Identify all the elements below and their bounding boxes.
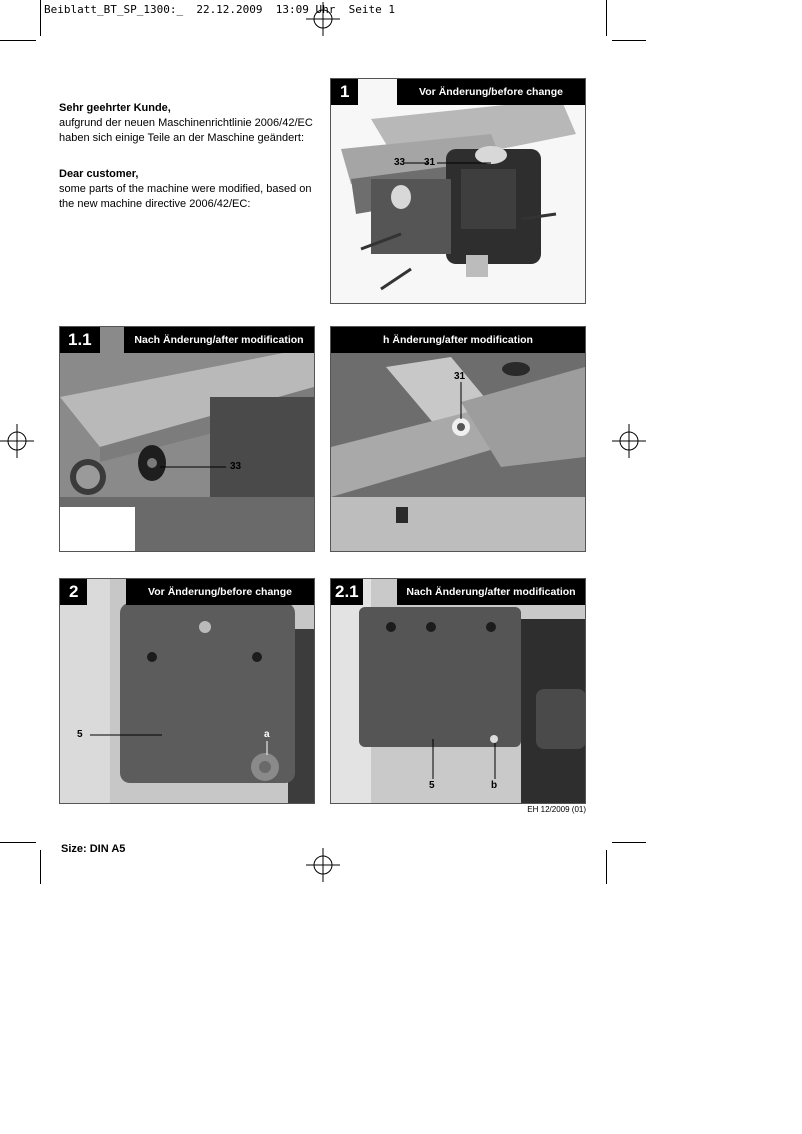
- crop-mark: [0, 842, 36, 843]
- figure-1-1-photo: [59, 326, 315, 552]
- figure-caption: Vor Änderung/before change: [397, 79, 585, 105]
- fence-detail-photo: [60, 327, 314, 551]
- german-text-line: haben sich einige Teile an der Maschine geändert:: [59, 132, 305, 144]
- callout-label: 5: [77, 729, 83, 740]
- figure-2-1-photo: [330, 578, 586, 804]
- table-plate-after-photo: [331, 579, 585, 803]
- callout-label: 33: [230, 461, 242, 472]
- crop-mark: [612, 842, 646, 843]
- figure-caption-partial: h Änderung/after modification: [331, 327, 585, 353]
- document-code: EH 12/2009 (01): [527, 805, 586, 814]
- english-greeting: Dear customer,: [59, 168, 139, 180]
- planer-machine-photo: [331, 79, 585, 303]
- intro-german: [59, 101, 319, 146]
- print-slug-line: Beiblatt_BT_SP_1300:_ 22.12.2009 13:09 Uhr Seite 1: [44, 3, 395, 16]
- callout-label: 31: [424, 157, 436, 168]
- figure-caption: Vor Änderung/before change: [126, 579, 314, 605]
- callout-label: 31: [454, 371, 466, 382]
- figure-number: 2: [60, 579, 87, 605]
- paper-size-note: Size: DIN A5: [61, 843, 126, 855]
- figure-1-2-photo: [330, 326, 586, 552]
- crop-mark: [606, 850, 607, 884]
- german-greeting: Sehr geehrter Kunde,: [59, 102, 171, 114]
- callout-label: 33: [394, 157, 406, 168]
- registration-mark-icon: [306, 848, 340, 882]
- table-plate-before-photo: [60, 579, 314, 803]
- english-text-line: the new machine directive 2006/42/EC:: [59, 198, 251, 210]
- registration-mark-icon: [612, 424, 646, 458]
- intro-english: [59, 167, 319, 212]
- figure-number: 2.1: [331, 579, 363, 605]
- registration-mark-icon: [306, 2, 340, 36]
- crop-mark: [606, 0, 607, 36]
- figure-caption: Nach Änderung/after modification: [397, 579, 585, 605]
- crop-mark: [40, 850, 41, 884]
- guard-detail-photo: [331, 327, 585, 551]
- callout-label: 5: [429, 780, 435, 791]
- crop-mark: [0, 40, 36, 41]
- callout-label: a: [264, 729, 270, 740]
- figure-2-photo: [59, 578, 315, 804]
- figure-number: 1: [331, 79, 358, 105]
- figure-number: 1.1: [60, 327, 100, 353]
- english-text-line: some parts of the machine were modified, based on: [59, 183, 312, 195]
- german-text-line: aufgrund der neuen Maschinenrichtlinie 2006/42/EC: [59, 117, 313, 129]
- registration-mark-icon: [0, 424, 34, 458]
- crop-mark: [40, 0, 41, 36]
- callout-label: b: [491, 780, 498, 791]
- figure-caption: Nach Änderung/after modification: [124, 327, 314, 353]
- crop-mark: [612, 40, 646, 41]
- figure-1-photo: [330, 78, 586, 304]
